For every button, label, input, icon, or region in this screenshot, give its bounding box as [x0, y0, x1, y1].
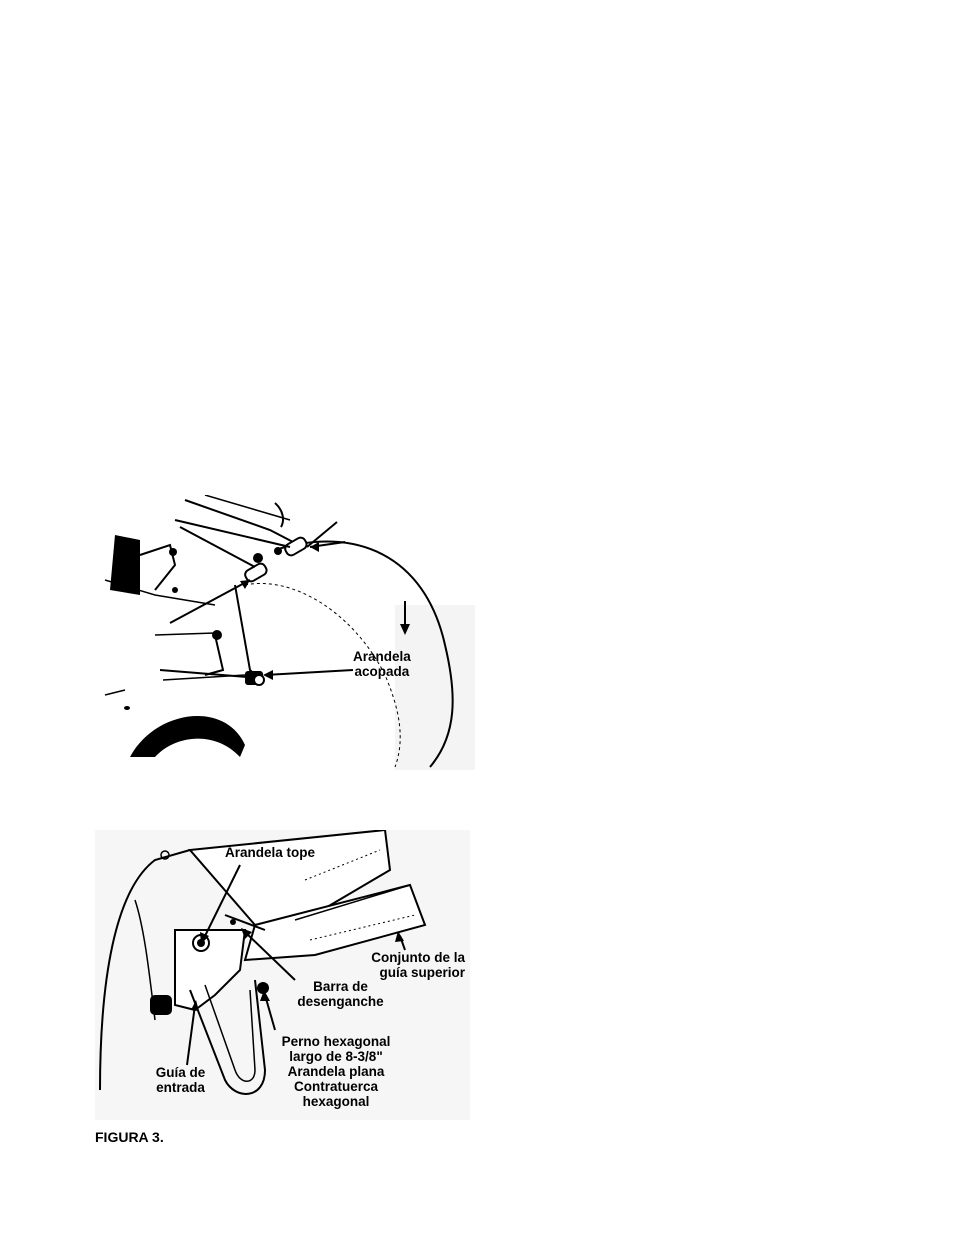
- label-perno-hexagonal: [272, 1034, 400, 1109]
- label-line: acopada: [354, 664, 410, 679]
- label-line: Perno hexagonal: [281, 1034, 391, 1049]
- figure-caption: FIGURA 3.: [95, 1129, 164, 1145]
- label-barra-desenganche: [293, 979, 388, 1009]
- label-line: Conjunto de la: [371, 950, 465, 965]
- label-line: largo de 8-3/8": [289, 1049, 383, 1064]
- label-line: desenganche: [297, 994, 384, 1009]
- label-line: Contratuerca: [293, 1079, 379, 1094]
- top-illustration: [95, 495, 475, 770]
- label-line: Arandela plana: [287, 1064, 385, 1079]
- label-line: Arandela: [353, 649, 411, 664]
- label-conjunto-guia-superior: [367, 950, 465, 980]
- label-arandela-acopada: [353, 649, 411, 679]
- label-line: Barra de: [313, 979, 368, 994]
- chute-assembly-drawing: [95, 495, 475, 770]
- label-arandela-tope: Arandela tope: [225, 845, 316, 860]
- label-line: hexagonal: [302, 1094, 370, 1109]
- label-line: guía superior: [379, 965, 465, 980]
- label-line: entrada: [156, 1080, 205, 1095]
- label-line: Guía de: [155, 1065, 206, 1080]
- label-guia-entrada: [148, 1065, 213, 1095]
